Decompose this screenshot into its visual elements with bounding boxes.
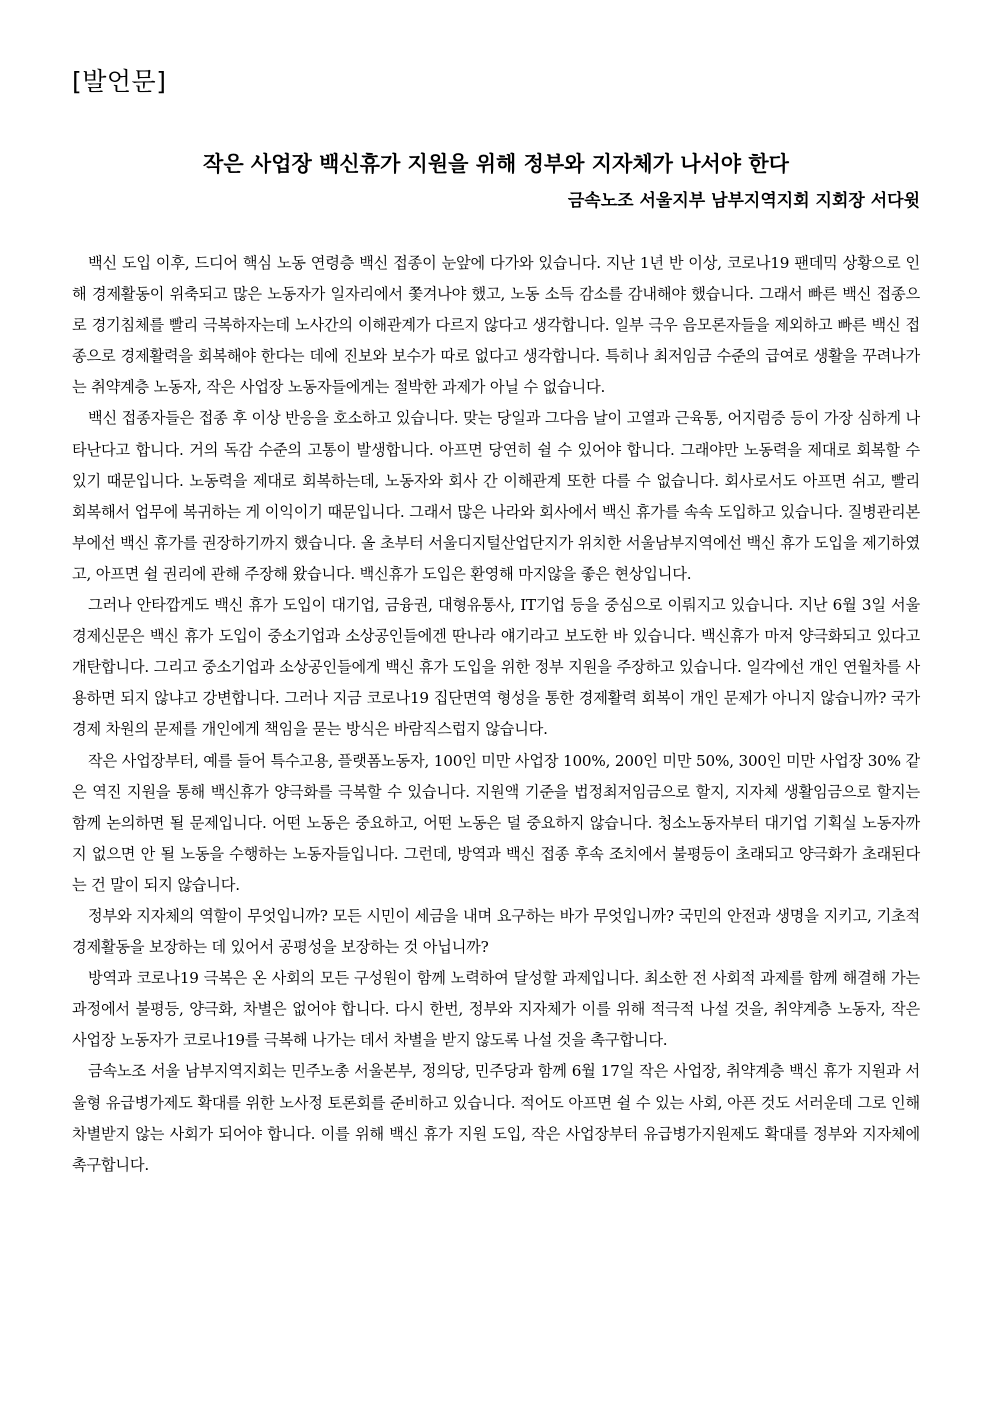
paragraph: 백신 접종자들은 접종 후 이상 반응을 호소하고 있습니다. 맞는 당일과 그다음 날이 고열과 근육통, 어지럼증 등이 가장 심하게 나타난다고 합니다. 거의 독감 수준의 고통이 발생합니다. 아프면 당연히 쉴 수 있어야 합니다. 그래야만 노동력을 제대로 회복할 수 있기 때문입니다. 노동력을 제대로 회복하는데, 노동자와 회사 간 이해관계 또한 다를 수 없습니다. 회사로서도 아프면 쉬고, 빨리 회복해서 업무에 복귀하는 게 이익이기 때문입니다. 그래서 많은 나라와 회사에서 백신 휴가를 속속 도입하고 있습니다. 질병관리본부에선 백신 휴가를 권장하기까지 했습니다. 올 초부터 서울디지털산업단지가 위치한 서울남부지역에선 백신 휴가 도입을 제기하였고, 아프면 쉴 권리에 관해 주장해 왔습니다. 백신휴가 도입은 환영해 마지않을 좋은 현상입니다.: [72, 409, 920, 583]
paragraph: 정부와 지자체의 역할이 무엇입니까? 모든 시민이 세금을 내며 요구하는 바가 무엇입니까? 국민의 안전과 생명을 지키고, 기초적 경제활동을 보장하는 데 있어서 공평성을 보장하는 것 아닙니까?: [72, 906, 920, 957]
paragraph: 금속노조 서울 남부지역지회는 민주노총 서울본부, 정의당, 민주당과 함께 6월 17일 작은 사업장, 취약계층 백신 휴가 지원과 서울형 유급병가제도 확대를 위한 노사정 토론회를 준비하고 있습니다. 적어도 아프면 쉴 수 있는 사회, 아픈 것도 서러운데 그로 인해 차별받지 않는 사회가 되어야 합니다. 이를 위해 백신 휴가 지원 도입, 작은 사업장부터 유급병가지원제도 확대를 정부와 지자체에 촉구합니다.: [72, 1062, 920, 1174]
paragraph: 방역과 코로나19 극복은 온 사회의 모든 구성원이 함께 노력하여 달성할 과제입니다. 최소한 전 사회적 과제를 함께 해결해 가는 과정에서 불평등, 양극화, 차별은 없어야 합니다. 다시 한번, 정부와 지자체가 이를 위해 적극적 나설 것을, 취약계층 노동자, 작은 사업장 노동자가 코로나19를 극복해 나가는 데서 차별을 받지 않도록 나설 것을 촉구합니다.: [72, 969, 920, 1050]
document-title: 작은 사업장 백신휴가 지원을 위해 정부와 지자체가 나서야 한다: [203, 152, 789, 176]
paragraph: 작은 사업장부터, 예를 들어 특수고용, 플랫폼노동자, 100인 미만 사업장 100%, 200인 미만 50%, 300인 미만 사업장 30% 같은 역진 지원을 통해 백신휴가 양극화를 극복할 수 있습니다. 지원액 기준을 법정최저임금으로 할지, 지자체 생활임금으로 할지는 함께 논의하면 될 문제입니다. 어떤 노동은 중요하고, 어떤 노동은 덜 중요하지 않습니다. 청소노동자부터 대기업 기획실 노동자까지 없으면 안 될 노동을 수행하는 노동자들입니다. 그런데, 방역과 백신 접종 후속 조치에서 불평등이 초래되고 양극화가 초래된다는 건 말이 되지 않습니다.: [72, 751, 920, 894]
document-body: [72, 248, 920, 1181]
paragraph: 백신 도입 이후, 드디어 핵심 노동 연령층 백신 접종이 눈앞에 다가와 있습니다. 지난 1년 반 이상, 코로나19 팬데믹 상황으로 인해 경제활동이 위축되고 많은 노동자가 일자리에서 쫓겨나야 했고, 노동 소득 감소를 감내해야 했습니다. 그래서 빠른 백신 접종으로 경기침체를 빨리 극복하자는데 노사간의 이해관계가 다르지 않다고 생각합니다. 일부 극우 음모론자들을 제외하고 빠른 백신 접종으로 경제활력을 회복해야 한다는 데에 진보와 보수가 따로 없다고 생각합니다. 특히나 최저임금 수준의 급여로 생활을 꾸려나가는 취약계층 노동자, 작은 사업장 노동자들에게는 절박한 과제가 아닐 수 없습니다.: [72, 254, 920, 397]
paragraph: 그러나 안타깝게도 백신 휴가 도입이 대기업, 금융권, 대형유통사, IT기업 등을 중심으로 이뤄지고 있습니다. 지난 6월 3일 서울경제신문은 백신 휴가 도입이 중소기업과 소상공인들에겐 딴나라 얘기라고 보도한 바 있습니다. 백신휴가 마저 양극화되고 있다고 개탄합니다. 그리고 중소기업과 소상공인들에게 백신 휴가 도입을 위한 정부 지원을 주장하고 있습니다. 일각에선 개인 연월차를 사용하면 되지 않냐고 강변합니다. 그러나 지금 코로나19 집단면역 형성을 통한 경제활력 회복이 개인 문제가 아니지 않습니까? 국가 경제 차원의 문제를 개인에게 책임을 묻는 방식은 바람직스럽지 않습니다.: [72, 596, 920, 739]
section-label: [발언문]: [72, 67, 167, 96]
author-line: 금속노조 서울지부 남부지역지회 지회장 서다윗: [567, 191, 920, 211]
